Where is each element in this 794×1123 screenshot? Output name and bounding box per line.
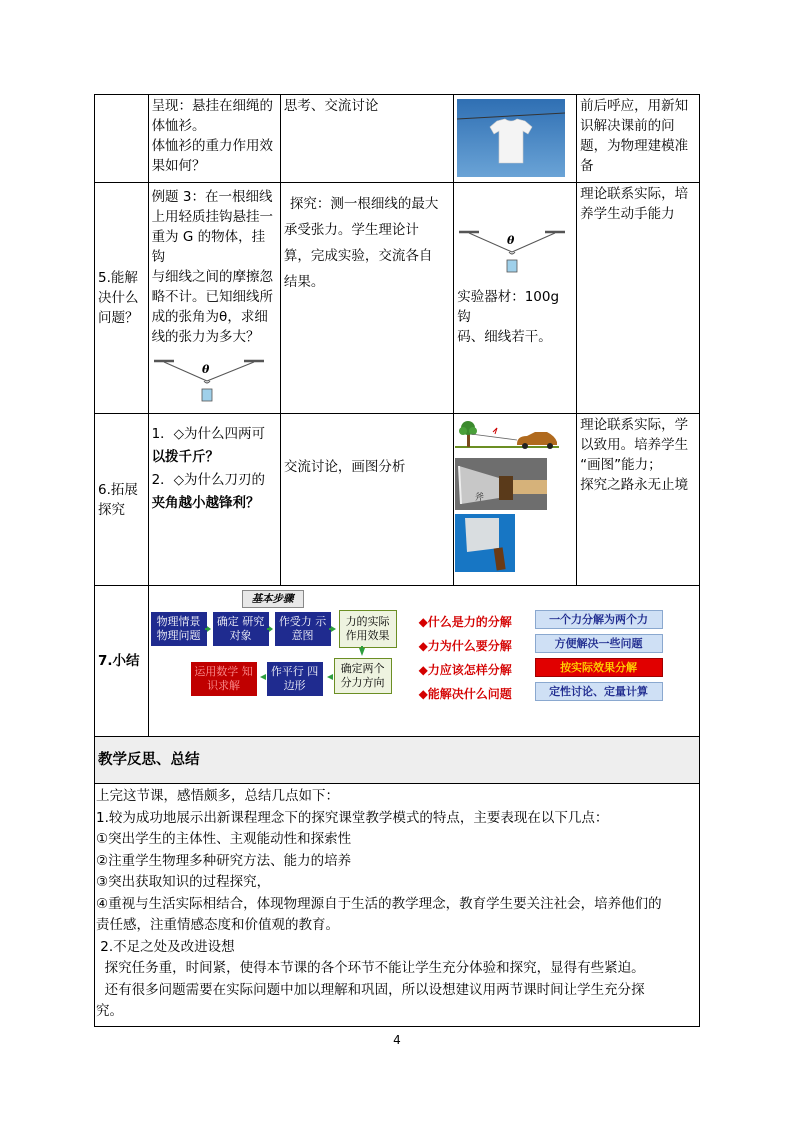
summary-answer: 一个力分解为两个力 [535, 610, 663, 629]
design-cell [577, 183, 700, 414]
question-2-line: 夹角越小越锋利？ [151, 495, 260, 511]
design-line: 理论联系实际，学 [580, 417, 689, 433]
content-line: 呈现：悬挂在细绳的 [151, 98, 274, 114]
theta-label: θ [507, 234, 515, 247]
row-extension [95, 414, 700, 586]
design-line: 识解决课前的问 [580, 118, 675, 134]
activity-cell [280, 95, 453, 183]
reflection-line: 上完这节课，感悟颇多，总结几点如下： [96, 788, 339, 804]
stage-cell [95, 183, 149, 414]
tshirt-hanging-image [457, 99, 565, 177]
question-2-line: 2．◇为什么刀刃的 [151, 472, 266, 488]
reflection-line: ③突出获取知识的过程探究， [96, 874, 271, 890]
content-line: 重为 G 的物体，挂钩 [151, 229, 266, 265]
page-number: 4 [393, 1033, 401, 1047]
reflection-line: 责任感，注重情感态度和价值观的教育。 [96, 917, 339, 933]
design-cell [577, 95, 700, 183]
stage-cell-empty [95, 95, 149, 183]
question-1-line: 1．◇为什么四两可 [151, 426, 266, 442]
summary-diagram [149, 586, 696, 736]
stage-line: 探究 [98, 501, 125, 518]
reflection-body-row [95, 784, 700, 1027]
content-line: 果如何？ [151, 158, 206, 174]
reflection-header-row [95, 737, 700, 784]
summary-question: ◆力为什么要分解 [418, 639, 512, 653]
design-line: 理论联系实际，培 [580, 186, 689, 202]
design-line: 题，为物理建模准 [580, 138, 689, 154]
reflection-line: ④重视与生活实际相结合，体现物理源自于生活的教学理念，教育学生要关注社会，培养他们的 [96, 895, 662, 912]
content-line: 例题 3：在一根细线 [151, 189, 273, 205]
reflection-line: ①突出学生的主体性、主观能动性和探索性 [96, 831, 352, 847]
flow-step-3: 作受力 示意图 [275, 612, 331, 646]
reflection-line: 2.不足之处及改进设想 [96, 938, 235, 955]
activity-cell [280, 414, 453, 586]
equipment-line: 码、细线若干。 [457, 329, 552, 345]
flow-arrows [149, 586, 409, 736]
stage-line: 问题？ [98, 310, 139, 326]
equipment-line: 实验器材：100g 钩 [457, 289, 560, 325]
media-cell [454, 95, 577, 183]
row-example [95, 183, 700, 414]
hanging-weight-diagram [152, 355, 268, 405]
tree-car-image [455, 416, 559, 456]
flow-step-5: 确定两个 分力方向 [334, 658, 392, 694]
stage-cell [95, 586, 149, 737]
activity-text: 交流讨论，画图分析 [283, 459, 406, 475]
content-cell [148, 414, 280, 586]
row-tshirt [95, 95, 700, 183]
lesson-table [94, 94, 700, 1027]
content-line: 与细线之间的摩擦忽 [151, 269, 274, 285]
content-line: 体恤衫的重力作用效 [151, 138, 274, 154]
reflection-line: 究。 [96, 1003, 123, 1019]
summary-question: ◆什么是力的分解 [418, 615, 512, 629]
activity-cell [280, 183, 453, 414]
design-line: “画图”能力； [580, 457, 662, 473]
flow-step-4: 力的实际 作用效果 [339, 610, 397, 648]
summary-answer: 按实际效果分解 [535, 658, 663, 677]
summary-diagram-cell [148, 586, 699, 737]
reflection-line: 还有很多问题需要在实际问题中加以理解和巩固，所以设想建议用两节课时间让学生充分探 [96, 981, 645, 998]
design-line: 备 [580, 158, 594, 174]
summary-answer: 定性讨论、定量计算 [535, 682, 663, 701]
axe-image [455, 458, 547, 510]
flow-step-1: 物理情景 物理问题 [151, 612, 207, 646]
question-1-line: 以拨千斤？ [151, 449, 220, 465]
design-line: 以致用。培养学生 [580, 437, 689, 453]
activity-line: 承受张力。学生理论计 [283, 222, 419, 238]
stage-label: 7.小结 [98, 653, 140, 669]
flow-step-7: 运用数学 知识求解 [191, 662, 257, 696]
stage-line: 决什么 [98, 290, 139, 306]
content-cell [148, 183, 280, 414]
content-line: 线的张力为多大？ [151, 329, 260, 345]
media-cell [454, 183, 577, 414]
summary-question: ◆能解决什么问题 [418, 687, 512, 701]
reflection-heading: 教学反思、总结 [95, 737, 700, 784]
activity-line: 算，完成实验，交流各自 [283, 248, 433, 264]
flow-step-2: 确定 研究对象 [213, 612, 269, 646]
design-line: 养学生动手能力 [580, 206, 675, 222]
reflection-line: 1.较为成功地展示出新课程理念下的探究课堂教学模式的特点，主要表现在以下几点： [96, 809, 609, 826]
cleaver-image [455, 514, 515, 572]
activity-text: 思考、交流讨论 [283, 98, 379, 114]
content-cell [148, 95, 280, 183]
activity-line: 结果。 [283, 274, 325, 290]
media-cell [454, 414, 577, 586]
hanging-weight-diagram-2 [457, 226, 567, 281]
design-line: 探究之路永无止境 [580, 477, 689, 493]
axe-label: 斧 [475, 493, 485, 503]
content-line: 体恤衫。 [151, 118, 206, 134]
summary-answer: 方便解决一些问题 [535, 634, 663, 653]
row-summary [95, 586, 700, 737]
steps-title: 基本步骤 [242, 590, 304, 608]
design-line: 前后呼应，用新知 [580, 98, 689, 114]
theta-label: θ [201, 363, 209, 376]
flow-step-6: 作平行 四边形 [267, 662, 323, 696]
reflection-line: 探究任务重，时间紧，使得本节课的各个环节不能让学生充分体验和探究，显得有些紧迫。 [96, 960, 645, 976]
stage-cell [95, 414, 149, 586]
stage-line: 5.能解 [98, 270, 138, 286]
activity-line: 探究：测一根细线的最大 [289, 196, 439, 212]
content-line: 成的张角为θ，求细 [151, 309, 268, 325]
content-line: 上用轻质挂钩悬挂一 [151, 209, 274, 225]
stage-line: 6.拓展 [98, 481, 138, 498]
reflection-body [95, 784, 700, 1027]
reflection-line: ②注重学生物理多种研究方法、能力的培养 [96, 852, 352, 869]
summary-question: ◆力应该怎样分解 [418, 663, 512, 677]
content-line: 略不计。已知细线所 [151, 289, 274, 305]
design-cell [577, 414, 700, 586]
